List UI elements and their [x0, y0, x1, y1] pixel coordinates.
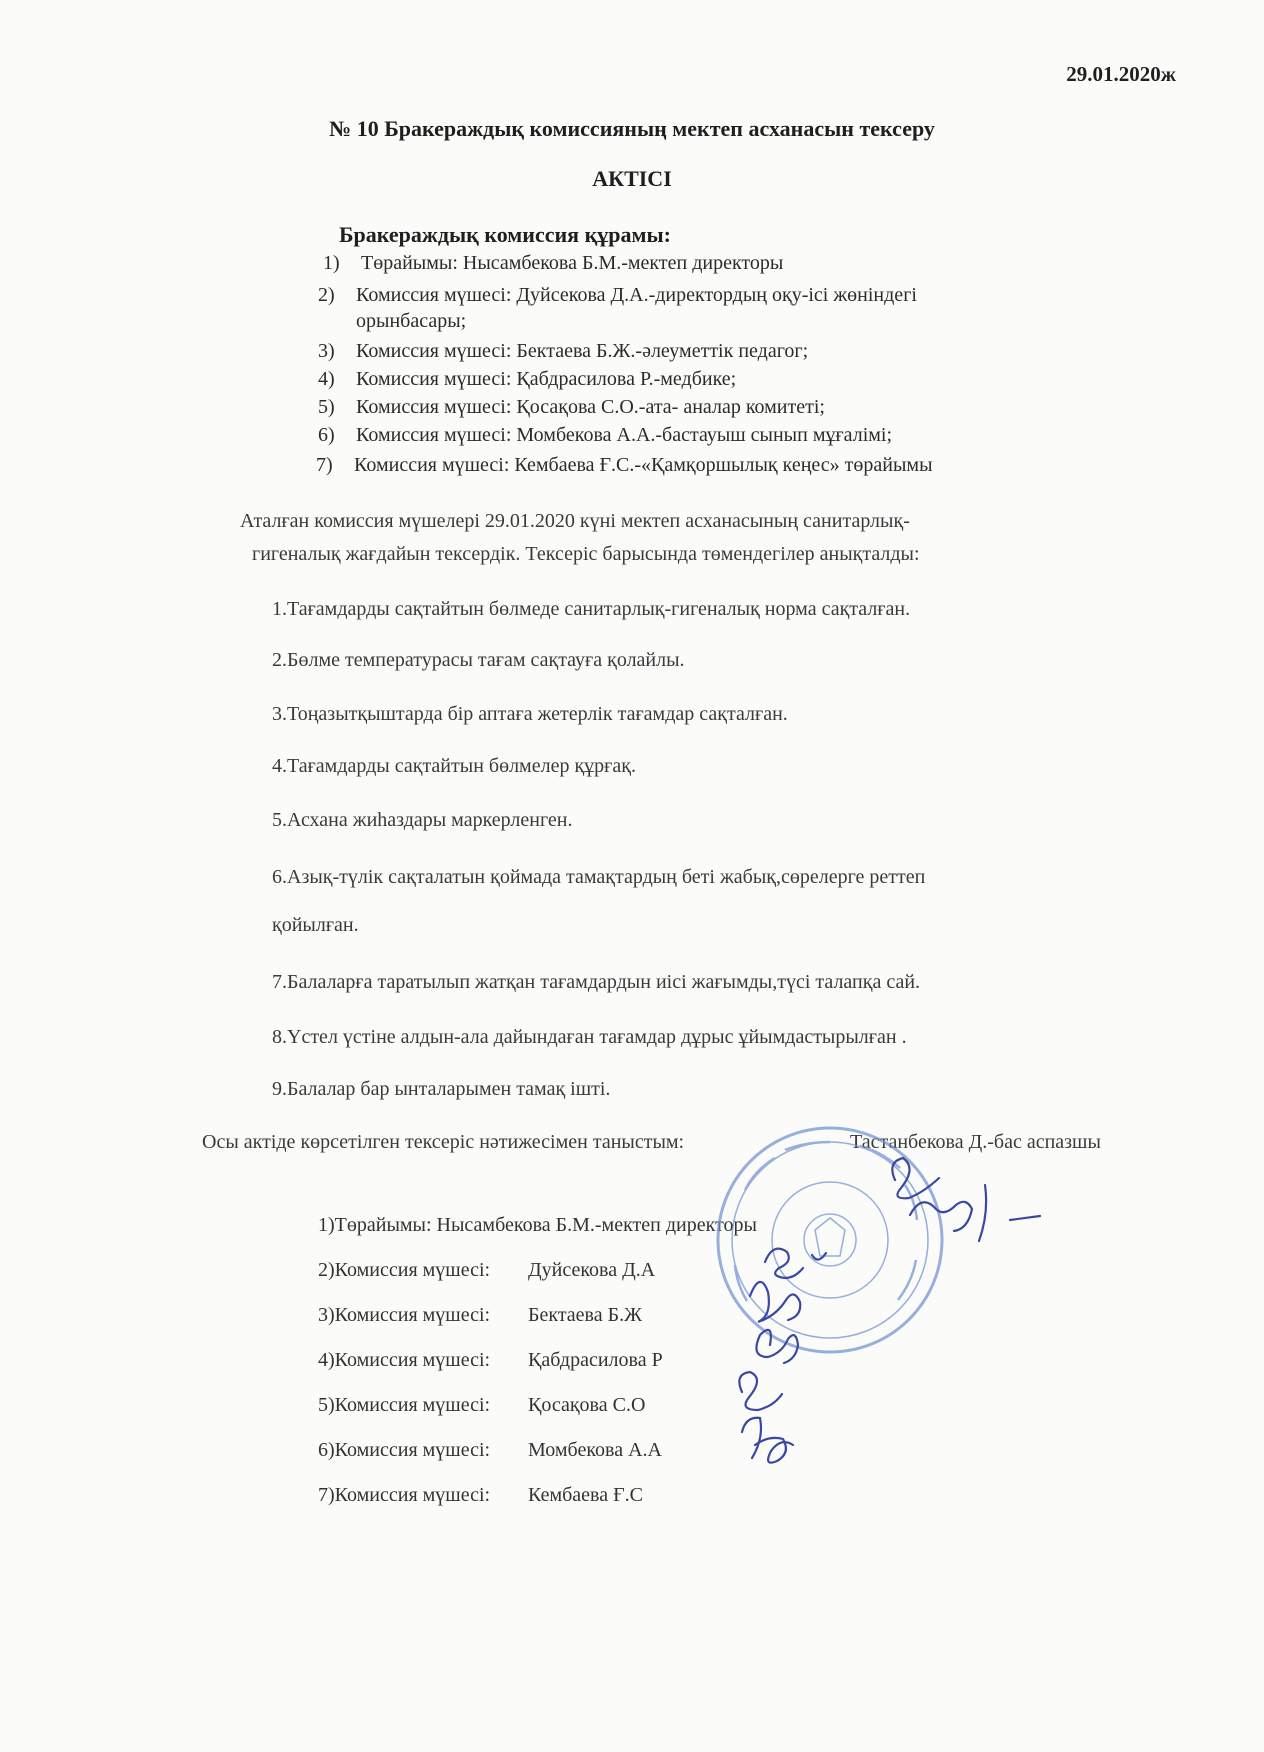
signature-name: Кембаева Ғ.С [528, 1484, 643, 1506]
official-seal-icon [718, 1128, 942, 1352]
signature-role: 7)Комиссия мүшесі: [318, 1484, 491, 1506]
member-number: 2) [318, 284, 335, 306]
signature-name: Дуйсекова Д.А [528, 1259, 656, 1281]
member-number: 3) [318, 340, 335, 362]
member-text-continued: орынбасары; [356, 310, 467, 332]
member-number: 4) [318, 368, 335, 390]
signature-line: 1)Төрайымы: Нысамбекова Б.М.-мектеп директоры [318, 1214, 757, 1236]
member-text: Комиссия мүшесі: Қабдрасилова Р.-медбике; [356, 368, 737, 390]
member-number: 5) [318, 396, 335, 418]
signature-role: 6)Комиссия мүшесі: [318, 1439, 491, 1461]
member-number: 7) [316, 454, 333, 476]
composition-heading: Бракераждық комиссия құрамы: [339, 222, 671, 247]
intro-line: Аталған комиссия мүшелері 29.01.2020 күні мектеп асханасының санитарлық- [240, 510, 910, 532]
member-text: Комиссия мүшесі: Қосақова С.О.-ата- аналар комитеті; [356, 396, 825, 418]
signature-name: Қосақова С.О [528, 1394, 646, 1416]
finding-item: 7.Балаларға таратылып жатқан тағамдардын иісі жағымды,түсі талапқа сай. [272, 971, 921, 993]
signature-name: Момбекова А.А [528, 1439, 662, 1461]
signature-role: 3)Комиссия мүшесі: [318, 1304, 491, 1326]
intro-line: гигеналық жағдайын тексердік. Тексеріс барысында төмендегілер анықталды: [252, 543, 920, 565]
finding-item: 3.Тоңазытқыштарда бір аптаға жетерлік тағамдар сақталған. [272, 703, 788, 725]
member-text: Төрайымы: Нысамбекова Б.М.-мектеп директоры [361, 252, 784, 274]
finding-item: 4.Тағамдарды сақтайтын бөлмелер құрғақ. [272, 755, 636, 777]
finding-item: 6.Азық-түлік сақталатын қоймада тамақтардың беті жабық,сөрелерге реттеп [272, 866, 926, 888]
document-subtitle: АКТІСІ [592, 166, 672, 191]
document-date: 29.01.2020ж [1066, 62, 1176, 86]
finding-item-continued: қойылған. [272, 914, 359, 936]
member-number: 1) [323, 252, 340, 274]
signature-role: 5)Комиссия мүшесі: [318, 1394, 491, 1416]
finding-item: 1.Тағамдарды сақтайтын бөлмеде санитарлық-гигеналық норма сақталған. [272, 598, 911, 620]
member-number: 6) [318, 424, 335, 446]
member-text: Комиссия мүшесі: Дуйсекова Д.А.-директордың оқу-ісі жөніндегі [356, 284, 917, 306]
member-text: Комиссия мүшесі: Бектаева Б.Ж.-әлеуметтік педагог; [356, 340, 809, 362]
finding-item: 9.Балалар бар ынталарымен тамақ ішті. [272, 1078, 611, 1100]
signature-name: Қабдрасилова Р [528, 1349, 663, 1371]
member-text: Комиссия мүшесі: Момбекова А.А.-бастауыш сынып мұғалімі; [356, 424, 893, 446]
signature-role: 2)Комиссия мүшесі: [318, 1259, 491, 1281]
acknowledgement-text: Осы актіде көрсетілген тексеріс нәтижесімен таныстым: [202, 1131, 685, 1153]
member-text: Комиссия мүшесі: Кембаева Ғ.С.-«Қамқоршылық кеңес» төрайымы [354, 454, 933, 476]
finding-item: 5.Асхана жиһаздары маркерленген. [272, 809, 573, 831]
finding-item: 2.Бөлме температурасы тағам сақтауға қолайлы. [272, 649, 685, 671]
acknowledged-by: Тастанбекова Д.-бас аспазшы [850, 1131, 1101, 1153]
document-title: № 10 Бракераждық комиссияның мектеп асханасын тексеру [329, 116, 935, 141]
signature-name: Бектаева Б.Ж [528, 1304, 643, 1326]
signature-role: 4)Комиссия мүшесі: [318, 1349, 491, 1371]
finding-item: 8.Үстел үстіне алдын-ала дайындаған тағамдар дұрыс ұйымдастырылған . [272, 1026, 907, 1048]
